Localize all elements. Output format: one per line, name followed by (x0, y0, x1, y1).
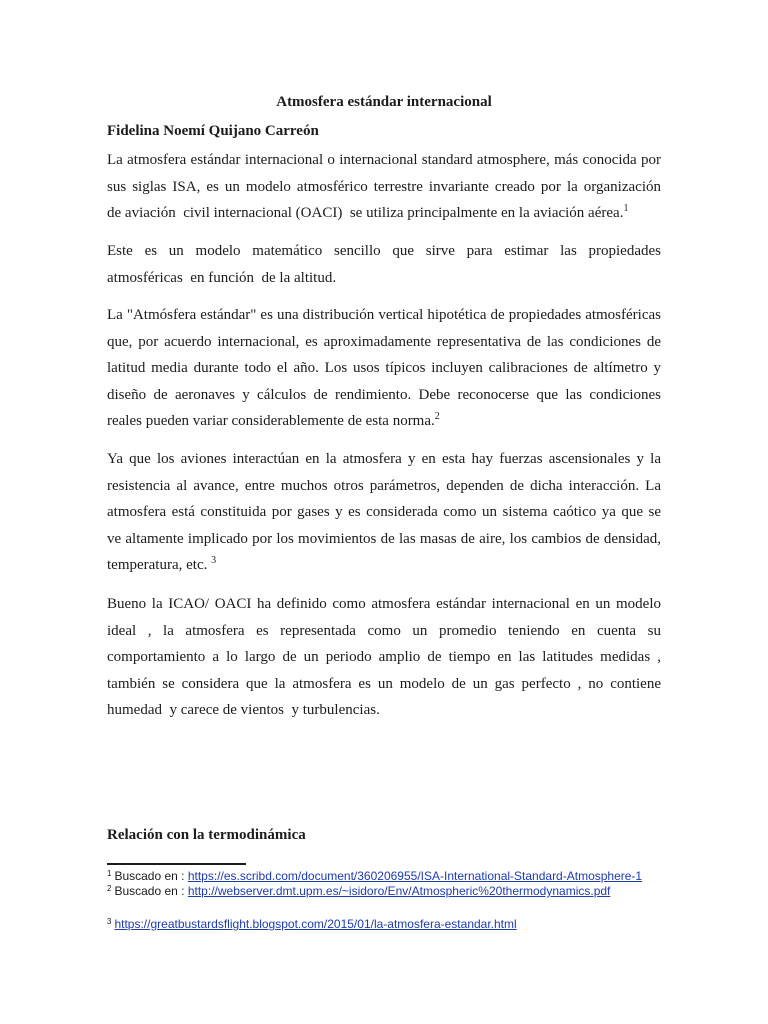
body-paragraph (107, 446, 661, 579)
footnote-1 (107, 869, 642, 884)
section-heading: Relación con la termodinámica (107, 827, 306, 843)
paragraph-line: latitud media durante todo el año. Los usos típicos incluyen calibraciones de altímetro y (107, 360, 661, 377)
paragraph-line: resistencia al avance, entre muchos otros parámetros, dependen de dicha interacción. La (107, 477, 661, 494)
paragraph-line: comportamiento a lo largo de un periodo amplio de tiempo en las latitudes medidas , (107, 649, 661, 666)
paragraph-line: atmosféricas en función de la altitud. (107, 269, 337, 286)
footnote-reference: 3 (211, 555, 217, 567)
paragraph-line: Este es un modelo matemático sencillo que sirve para estimar las propiedades (107, 243, 661, 259)
footnote-marker: 2 (107, 884, 112, 893)
footnote-prefix: Buscado en : (114, 869, 188, 883)
paragraph-line-text: temperatura, etc. (107, 557, 212, 574)
author-name: Fidelina Noemí Quijano Carreón (107, 123, 319, 139)
footnote-separator (107, 863, 246, 865)
paragraph-line: que, por acuerdo internacional, es aproximadamente representativa de las condiciones de (107, 333, 661, 350)
paragraph-line: diseño de aeronaves y cálculos de rendimiento. Debe reconocerse que las condiciones (107, 386, 661, 403)
paragraph-line (107, 408, 661, 435)
footnote-reference: 2 (434, 411, 440, 423)
footnote-link[interactable]: https://greatbustardsflight.blogspot.com/2015/01/la-atmosfera-estandar.html (114, 917, 517, 931)
footnote-prefix: Buscado en : (114, 884, 188, 898)
paragraph-line-text: de aviación civil internacional (OACI) se utiliza principalmente en la aviación aérea. (107, 205, 624, 222)
footnote-3 (107, 917, 517, 932)
paragraph-line: La "Atmósfera estándar" es una distribución vertical hipotética de propiedades atmosféricas (107, 307, 661, 323)
body-paragraph (107, 302, 661, 435)
body-paragraph (107, 147, 661, 227)
footnote-marker: 3 (107, 917, 112, 926)
paragraph-line: Bueno la ICAO/ OACI ha definido como atmosfera estándar internacional en un modelo (107, 596, 661, 612)
body-paragraph (107, 238, 661, 291)
paragraph-line (107, 200, 661, 227)
paragraph-line: atmosfera está constituida por gases y es considerada como un sistema caótico ya que se (107, 504, 661, 521)
paragraph-line: La atmosfera estándar internacional o internacional standard atmosphere, más conocida por (107, 152, 661, 168)
document-title: Atmosfera estándar internacional (276, 94, 492, 110)
paragraph-line: ideal , la atmosfera es representada como un promedio teniendo en cuenta su (107, 622, 661, 639)
body-paragraph (107, 591, 661, 724)
paragraph-line (107, 552, 661, 579)
paragraph-line: también se considera que la atmosfera es un modelo de un gas perfecto , no contiene (107, 675, 661, 692)
paragraph-line: humedad y carece de vientos y turbulencias. (107, 702, 380, 719)
footnote-reference: 1 (623, 203, 629, 215)
paragraph-line-text: reales pueden variar considerablemente de esta norma. (107, 413, 435, 430)
footnote-link[interactable]: https://es.scribd.com/document/360206955/ISA-International-Standard-Atmosphere-1 (187, 869, 643, 883)
paragraph-line: sus siglas ISA, es un modelo atmosférico terrestre invariante creado por la organización (107, 178, 661, 195)
paragraph-line: Ya que los aviones interactúan en la atmosfera y en esta hay fuerzas ascensionales y la (107, 451, 661, 467)
footnote-link[interactable]: http://webserver.dmt.upm.es/~isidoro/Env/Atmospheric%20thermodynamics.pdf (187, 884, 611, 898)
footnote-marker: 1 (107, 869, 112, 878)
paragraph-line: ve altamente implicado por los movimientos de las masas de aire, los cambios de densidad, (107, 530, 661, 547)
footnote-2 (107, 884, 610, 899)
